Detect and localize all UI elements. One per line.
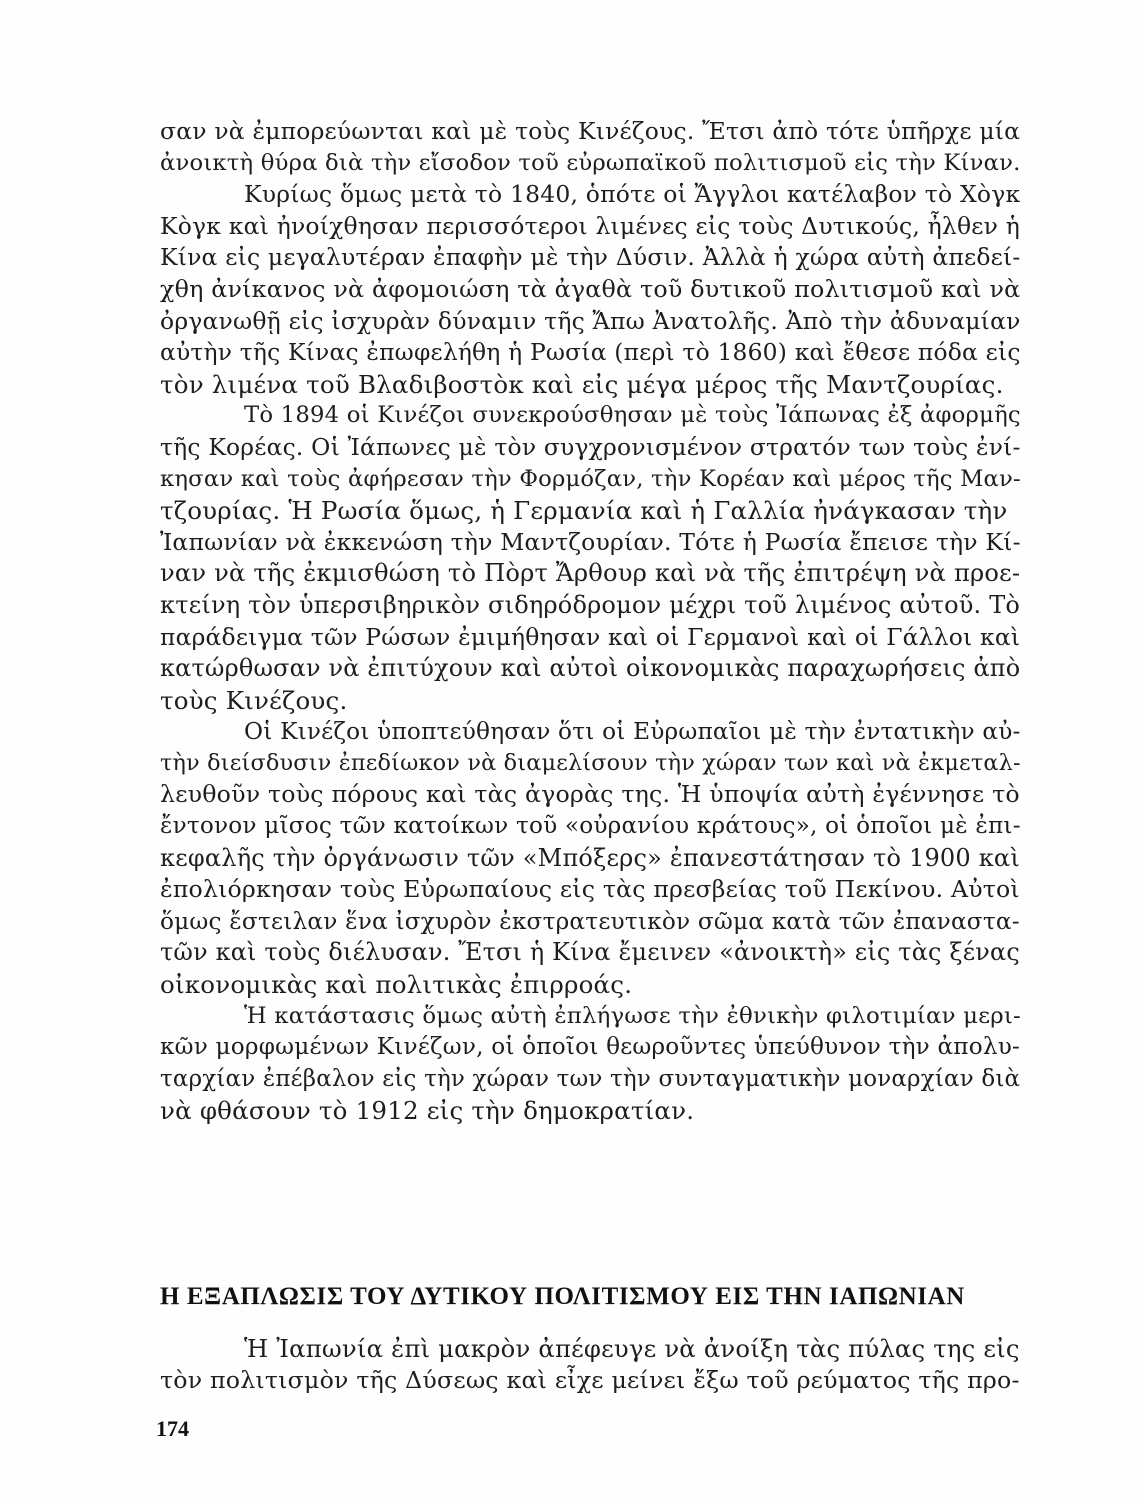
text-line: κεφαλῆς τὴν ὀργάνωσιν τῶν «Μπόξερς» ἐπανεστάτησαν τὸ 1900 καὶ [160,843,1020,872]
text-line: τῆς Κορέας. Οἱ Ἰάπωνες μὲ τὸν συγχρονισμένον στρατόν των τοὺς ἐνί- [160,432,1021,461]
text-line: τὴν διείσδυσιν ἐπεδίωκον νὰ διαμελίσουν τὴν χώραν των καὶ νὰ ἐκμεταλ- [160,749,1021,776]
text-line: κατώρθωσαν νὰ ἐπιτύχουν καὶ αὐτοὶ οἰκονομικὰς παραχωρήσεις ἀπὸ [160,654,1021,683]
text-line: νὰ φθάσουν τὸ 1912 εἰς τὴν δημοκρατίαν. [160,1096,695,1126]
text-line: τὸν λιμένα τοῦ Βλαδιβοστὸκ καὶ εἰς μέγα μέρος τῆς Μαντζουρίας. [160,369,1004,399]
text-line: τῶν καὶ τοὺς διέλυσαν. Ἔτσι ἡ Κίνα ἔμεινεν «ἀνοικτὴ» εἰς τὰς ξένας [160,938,1020,967]
text-line: Κυρίως ὅμως μετὰ τὸ 1840, ὁπότε οἱ Ἄγγλοι κατέλαβον τὸ Χὸγκ [244,180,1021,209]
page-number: 174 [156,1416,189,1441]
text-line: Κὸγκ καὶ ἠνοίχθησαν περισσότεροι λιμένες εἰς τοὺς Δυτικούς, ἦλθεν ἡ [160,211,1020,240]
text-line: ἐπολιόρκησαν τοὺς Εὐρωπαίους εἰς τὰς πρεσβείας τοῦ Πεκίνου. Αὐτοὶ [160,875,1020,904]
text-line: οἰκονομικὰς καὶ πολιτικὰς ἐπιρροάς. [160,970,633,1000]
text-line: τὸν πολιτισμὸν τῆς Δύσεως καὶ εἶχε μείνει ἔξω τοῦ ρεύματος τῆς προ- [160,1365,1020,1394]
text-line: τζουρίας. Ἡ Ρωσία ὅμως, ἡ Γερμανία καὶ ἡ Γαλλία ἠνάγκασαν τὴν [160,496,1008,526]
text-line: ἀνοικτὴ θύρα διὰ τὴν εἴσοδον τοῦ εὐρωπαϊκοῦ πολιτισμοῦ εἰς τὴν Κίναν. [160,149,1021,176]
text-line: παράδειγμα τῶν Ρώσων ἐμιμήθησαν καὶ οἱ Γερμανοὶ καὶ οἱ Γάλλοι καὶ [160,622,1021,651]
text-line: τοὺς Κινέζους. [160,685,348,715]
text-line: κησαν καὶ τοὺς ἀφήρεσαν τὴν Φορμόζαν, τὴν Κορέαν καὶ μέρος τῆς Μαν- [160,465,1021,492]
text-line: ὀργανωθῇ εἰς ἰσχυρὰν δύναμιν τῆς Ἄπω Ἀνατολῆς. Ἀπὸ τὴν ἀδυναμίαν [160,306,1021,335]
body-text-bottom [160,1333,1020,1396]
text-line: Κίνα εἰς μεγαλυτέραν ἐπαφὴν μὲ τὴν Δύσιν. Ἀλλὰ ἡ χώρα αὐτὴ ἀπεδεί- [160,243,1021,272]
text-line: αὐτὴν τῆς Κίνας ἐπωφελήθη ἡ Ρωσία (περὶ τὸ 1860) καὶ ἔθεσε πόδα εἰς [160,338,1021,367]
text-line: κῶν μορφωμένων Κινέζων, οἱ ὁποῖοι θεωροῦντες ὑπεύθυνον τὴν ἀπολυ- [160,1034,1020,1061]
text-line: χθη ἀνίκανος νὰ ἀφομοιώση τὰ ἀγαθὰ τοῦ δυτικοῦ πολιτισμοῦ καὶ νὰ [160,274,1021,303]
text-line: κτείνη τὸν ὑπερσιβηρικὸν σιδηρόδρομον μέχρι τοῦ λιμένος αὐτοῦ. Τὸ [160,590,1021,619]
text-line: Τὸ 1894 οἱ Κινέζοι συνεκρούσθησαν μὲ τοὺς Ἰάπωνας ἐξ ἀφορμῆς [244,402,1021,429]
text-line: ὅμως ἔστειλαν ἕνα ἰσχυρὸν ἐκστρατευτικὸν σῶμα κατὰ τῶν ἐπαναστα- [160,907,1020,935]
text-line: Ἰαπωνίαν νὰ ἐκκενώση τὴν Μαντζουρίαν. Τότε ἡ Ρωσία ἔπεισε τὴν Κί- [160,527,1021,556]
text-line: Ἡ κατάστασις ὅμως αὐτὴ ἐπλήγωσε τὴν ἐθνικὴν φιλοτιμίαν μερι- [244,1002,1021,1029]
text-line: ἔντονον μῖσος τῶν κατοίκων τοῦ «οὐρανίου κράτους», οἱ ὁποῖοι μὲ ἐπι- [160,813,1021,840]
text-line: λευθοῦν τοὺς πόρους καὶ τὰς ἀγορὰς της. Ἡ ὑποψία αὐτὴ ἐγέννησε τὸ [160,780,1020,809]
text-line: ναν νὰ τῆς ἐκμισθώση τὸ Πὸρτ Ἄρθουρ καὶ νὰ τῆς ἐπιτρέψη νὰ προε- [160,559,1021,588]
text-line: ταρχίαν ἐπέβαλον εἰς τὴν χώραν των τὴν συνταγματικὴν μοναρχίαν διὰ [160,1065,1021,1092]
body-text-top [160,116,1020,1127]
text-line: Ἡ Ἰαπωνία ἐπὶ μακρὸν ἀπέφευγε νὰ ἀνοίξη τὰς πύλας της εἰς [244,1334,1020,1363]
text-line: σαν νὰ ἐμπορεύωνται καὶ μὲ τοὺς Κινέζους. Ἔτσι ἀπὸ τότε ὑπῆρχε μία [160,117,1021,145]
text-line: Οἱ Κινέζοι ὑποπτεύθησαν ὅτι οἱ Εὐρωπαῖοι μὲ τὴν ἐντατικὴν αὐ- [244,718,1021,746]
section-heading: Η ΕΞΑΠΛΩΣΙΣ ΤΟΥ ΔΥΤΙΚΟΥ ΠΟΛΙΤΙΣΜΟΥ ΕΙΣ ΤΗΝ ΙΑΠΩΝΙΑΝ [160,1283,965,1310]
